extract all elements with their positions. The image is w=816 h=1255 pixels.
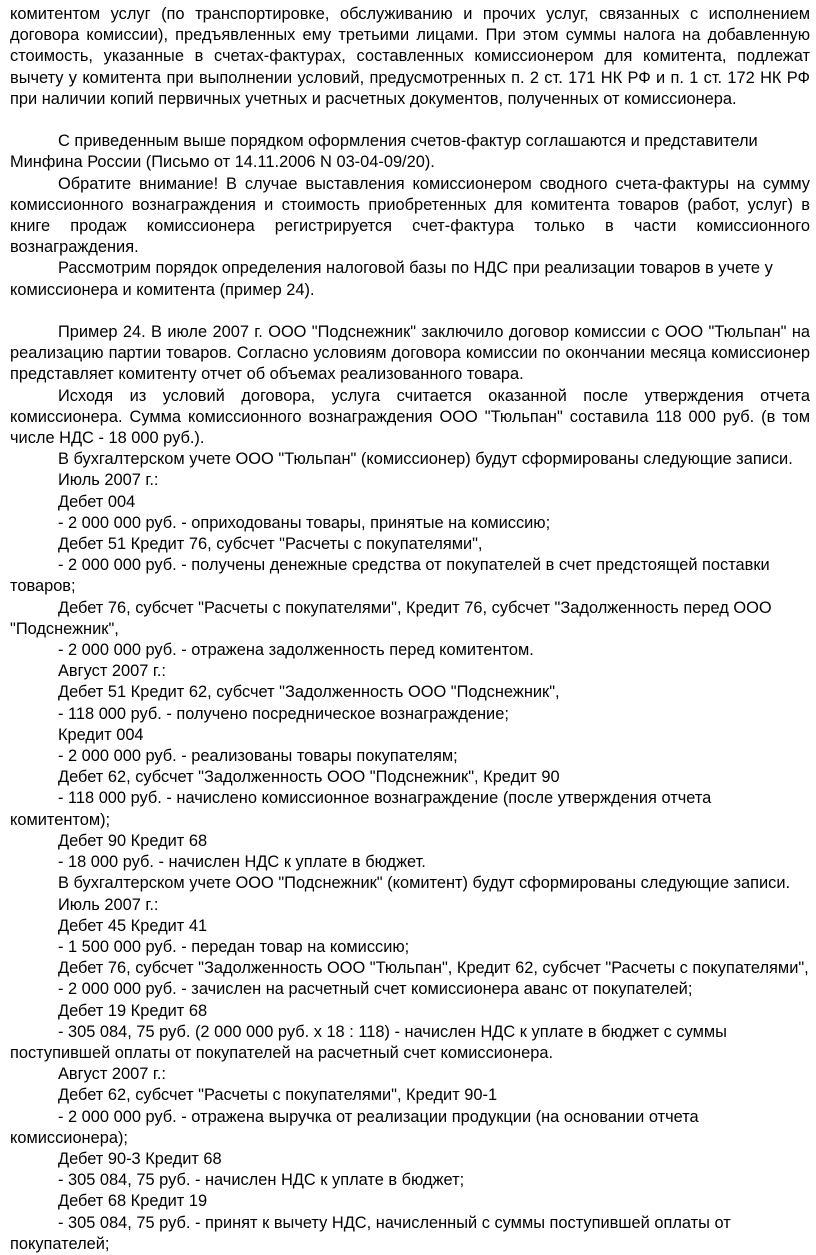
posting-line: - 2 000 000 руб. - реализованы товары покупателям;	[58, 747, 458, 766]
paragraph-minfin-letter: С приведенным выше порядком оформления счетов-фактур соглашаются и представители Минфина России (Письмо от 14.11.2006 N 03-04-09/20).	[10, 132, 758, 172]
posting-line: Дебет 51 Кредит 62, субсчет "Задолженность ООО "Подснежник",	[58, 683, 560, 702]
paragraph-example-24: Пример 24. В июле 2007 г. ООО "Подснежник" заключило договор комиссии с ООО "Тюльпан" на реализацию партии товаров. Согласно условиям договора комиссии по окончании месяца комиссионер представляет комитенту отчет об объемах реализованного товара.	[10, 323, 810, 384]
blank-line	[10, 110, 810, 131]
paragraph-consider-example: Рассмотрим порядок определения налоговой базы по НДС при реализации товаров в учете у комиссионера и комитента (пример 24).	[10, 259, 773, 299]
posting-line: Дебет 19 Кредит 68	[58, 1001, 208, 1020]
posting-line: Дебет 76, субсчет "Задолженность ООО "Тюльпан", Кредит 62, субсчет "Расчеты с покупателями",	[58, 959, 809, 978]
posting-line: - 1 500 000 руб. - передан товар на комиссию;	[58, 937, 410, 956]
document-page	[10, 4, 810, 1255]
posting-line: Дебет 004	[58, 492, 136, 511]
posting-line: Дебет 90 Кредит 68	[58, 831, 208, 850]
paragraph-attention: Обратите внимание! В случае выставления комиссионером сводного счета-фактуры на сумму комиссионного вознаграждения и стоимость приобретенных для комитента товаров (работ, услуг) в книге продаж комиссионера регистрируется счет-фактура только в части комиссионного вознаграждения.	[10, 174, 810, 257]
posting-line: - 2 000 000 руб. - отражена задолженность перед комитентом.	[58, 641, 534, 660]
posting-line: Дебет 45 Кредит 41	[58, 916, 208, 935]
period-heading: Август 2007 г.:	[58, 662, 166, 681]
posting-line: Дебет 76, субсчет "Расчеты с покупателями", Кредит 76, субсчет "Задолженность перед ООО "Подснежник",	[10, 598, 772, 638]
paragraph-committent-entries: В бухгалтерском учете ООО "Подснежник" (комитент) будут сформированы следующие записи.	[58, 874, 791, 893]
posting-line: - 118 000 руб. - получено посредническое вознаграждение;	[58, 704, 509, 723]
period-heading: Август 2007 г.:	[58, 1065, 166, 1084]
posting-line: Дебет 62, субсчет "Задолженность ООО "Подснежник", Кредит 90	[58, 768, 560, 787]
posting-line: - 18 000 руб. - начислен НДС к уплате в бюджет.	[58, 853, 426, 872]
posting-line: Дебет 51 Кредит 76, субсчет "Расчеты с покупателями",	[58, 535, 483, 554]
posting-line: - 118 000 руб. - начислено комиссионное вознаграждение (после утверждения отчета комитентом);	[10, 789, 712, 829]
period-heading: Июль 2007 г.:	[58, 471, 159, 490]
posting-line: - 2 000 000 руб. - получены денежные средства от покупателей в счет предстоящей поставки товаров;	[10, 556, 770, 596]
paragraph-commissioner-entries: В бухгалтерском учете ООО "Тюльпан" (комиссионер) будут сформированы следующие записи.	[58, 450, 793, 469]
posting-line: - 2 000 000 руб. - зачислен на расчетный счет комиссионера аванс от покупателей;	[58, 980, 693, 999]
posting-line: Кредит 004	[58, 725, 144, 744]
posting-line: - 2 000 000 руб. - отражена выручка от реализации продукции (на основании отчета комиссионера);	[10, 1107, 699, 1147]
posting-line: - 2 000 000 руб. - оприходованы товары, принятые на комиссию;	[58, 513, 551, 532]
period-heading: Июль 2007 г.:	[58, 895, 159, 914]
posting-line: - 305 084, 75 руб. - принят к вычету НДС, начисленный с суммы поступившей оплаты от покупателей;	[10, 1213, 731, 1253]
paragraph-contract-terms: Исходя из условий договора, услуга считается оказанной после утверждения отчета комиссионера. Сумма комиссионного вознаграждения ООО "Тюльпан" составила 118 000 руб. (в том числе НДС - 18 000 руб.).	[10, 386, 810, 448]
posting-line: Дебет 68 Кредит 19	[58, 1192, 208, 1211]
posting-line: - 305 084, 75 руб. (2 000 000 руб. x 18 : 118) - начислен НДС к уплате в бюджет с суммы поступившей оплаты от покупателей на расчетный счет комиссионера.	[10, 1022, 727, 1062]
paragraph-vat-deduction: комитентом услуг (по транспортировке, обслуживанию и прочих услуг, связанных с исполнением договора комиссии), предъявленных ему третьими лицами. При этом суммы налога на добавленную стоимость, указанные в счетах-фактурах, составленных комиссионером для комитента, подлежат вычету у комитента при выполнении условий, предусмотренных п. 2 ст. 171 НК РФ и п. 1 ст. 172 НК РФ при наличии копий первичных учетных и расчетных документов, полученных от комиссионера.	[10, 5, 810, 108]
posting-line: Дебет 90-3 Кредит 68	[58, 1149, 222, 1168]
blank-line	[10, 301, 810, 322]
posting-line: Дебет 62, субсчет "Расчеты с покупателями", Кредит 90-1	[58, 1086, 498, 1105]
posting-line: - 305 084, 75 руб. - начислен НДС к уплате в бюджет;	[58, 1171, 465, 1190]
